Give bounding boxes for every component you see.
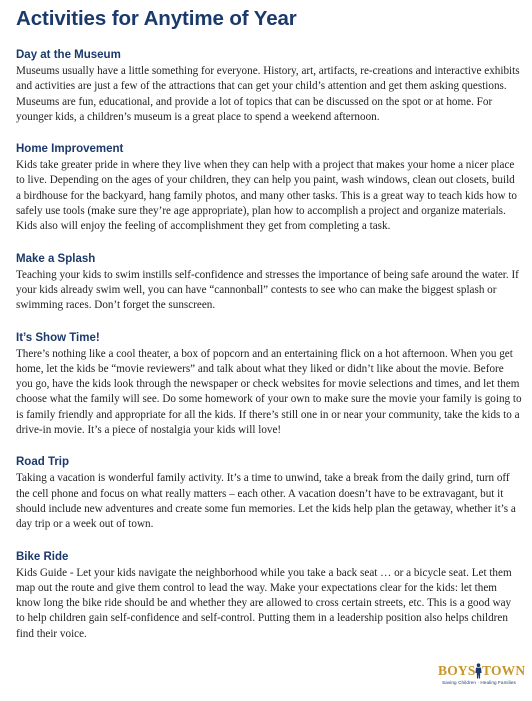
section-home-improvement	[16, 142, 522, 234]
section-its-show-time	[16, 331, 522, 439]
section-day-at-the-museum	[16, 48, 522, 125]
section-body: There’s nothing like a cool theater, a box of popcorn and an entertaining flick on a hot afternoon. When you get home, let the kids be “movie reviewers” and talk about what they liked or didn’t like about the movie. Before you go, have the kids look through the newspaper or check websites for movie selections and times, and let them choose what the family will see. Do some homework of your own to make sure the movie your family is going to is family friendly and appropriate for all the kids. If there’s still one in or near your community, take the kids to a drive-in movie. It’s a piece of nostalgia your kids will love!	[16, 347, 522, 437]
section-heading: Make a Splash	[16, 252, 96, 265]
page-title: Activities for Anytime of Year	[16, 7, 297, 30]
section-body: Kids Guide - Let your kids navigate the neighborhood while you take a back seat … or a bicycle seat. Let them map out the route and give them control to lead the way. Make your expectations clear for the kids: let them know long the bike ride should be and whether they are allowed to cross certain streets, etc. This is a good way to help children gain self-confidence and self-control. Putting them in a leadership position also helps children find their voice.	[16, 566, 512, 640]
section-make-a-splash	[16, 252, 522, 314]
logo-word-boys: BOYS	[438, 663, 476, 678]
section-road-trip	[16, 455, 522, 532]
section-body: Kids take greater pride in where they live when they can help with a project that makes your home a nicer place to live. Depending on the ages of your children, they can help you paint, wash windows, clean out closets, build a birdhouse for the backyard, hang family photos, and many other tasks. This is a great way to teach kids how to safely use tools (make sure they’re age appropriate), plan how to accomplish a project and organize materials. Kids also will enjoy the feeling of accomplishment they get from completing a task.	[16, 159, 518, 233]
section-body: Taking a vacation is wonderful family activity. It’s a time to unwind, take a break from the daily grind, turn off the cell phone and focus on what really matters – each other. A vacation doesn’t have to be extravagant, but it should include new adventures and create some fun memories. Let the kids help plan the getaway, whether it’s a day trip or a week out of town.	[16, 472, 516, 531]
section-heading: Bike Ride	[16, 550, 69, 563]
section-heading: It’s Show Time!	[16, 331, 100, 344]
section-body: Teaching your kids to swim instills self-confidence and stresses the importance of being safe around the water. If your kids already swim well, you can have “cannonball” contests to see who can make the biggest splash or swimming races. Don’t forget the sunscreen.	[16, 268, 519, 312]
document-page	[16, 6, 522, 642]
section-heading: Day at the Museum	[16, 49, 121, 61]
boys-town-logo	[436, 663, 526, 691]
section-heading: Road Trip	[16, 456, 70, 469]
section-body: Museums usually have a little something for everyone. History, art, artifacts, re-creations and interactive exhibits and activities are just a few of the attractions that can get your child’s attention and get them asking questions. Museums are fun, educational, and provide a lot of topics that can be discussed on the spot or at home. For younger kids, a children’s museum is a great place to spend a weekend afternoon.	[16, 65, 520, 123]
section-heading: Home Improvement	[16, 143, 124, 156]
section-bike-ride	[16, 550, 522, 642]
logo-word-town: TOWN	[482, 663, 526, 678]
logo-tagline: Saving Children · Healing Families	[442, 680, 516, 685]
